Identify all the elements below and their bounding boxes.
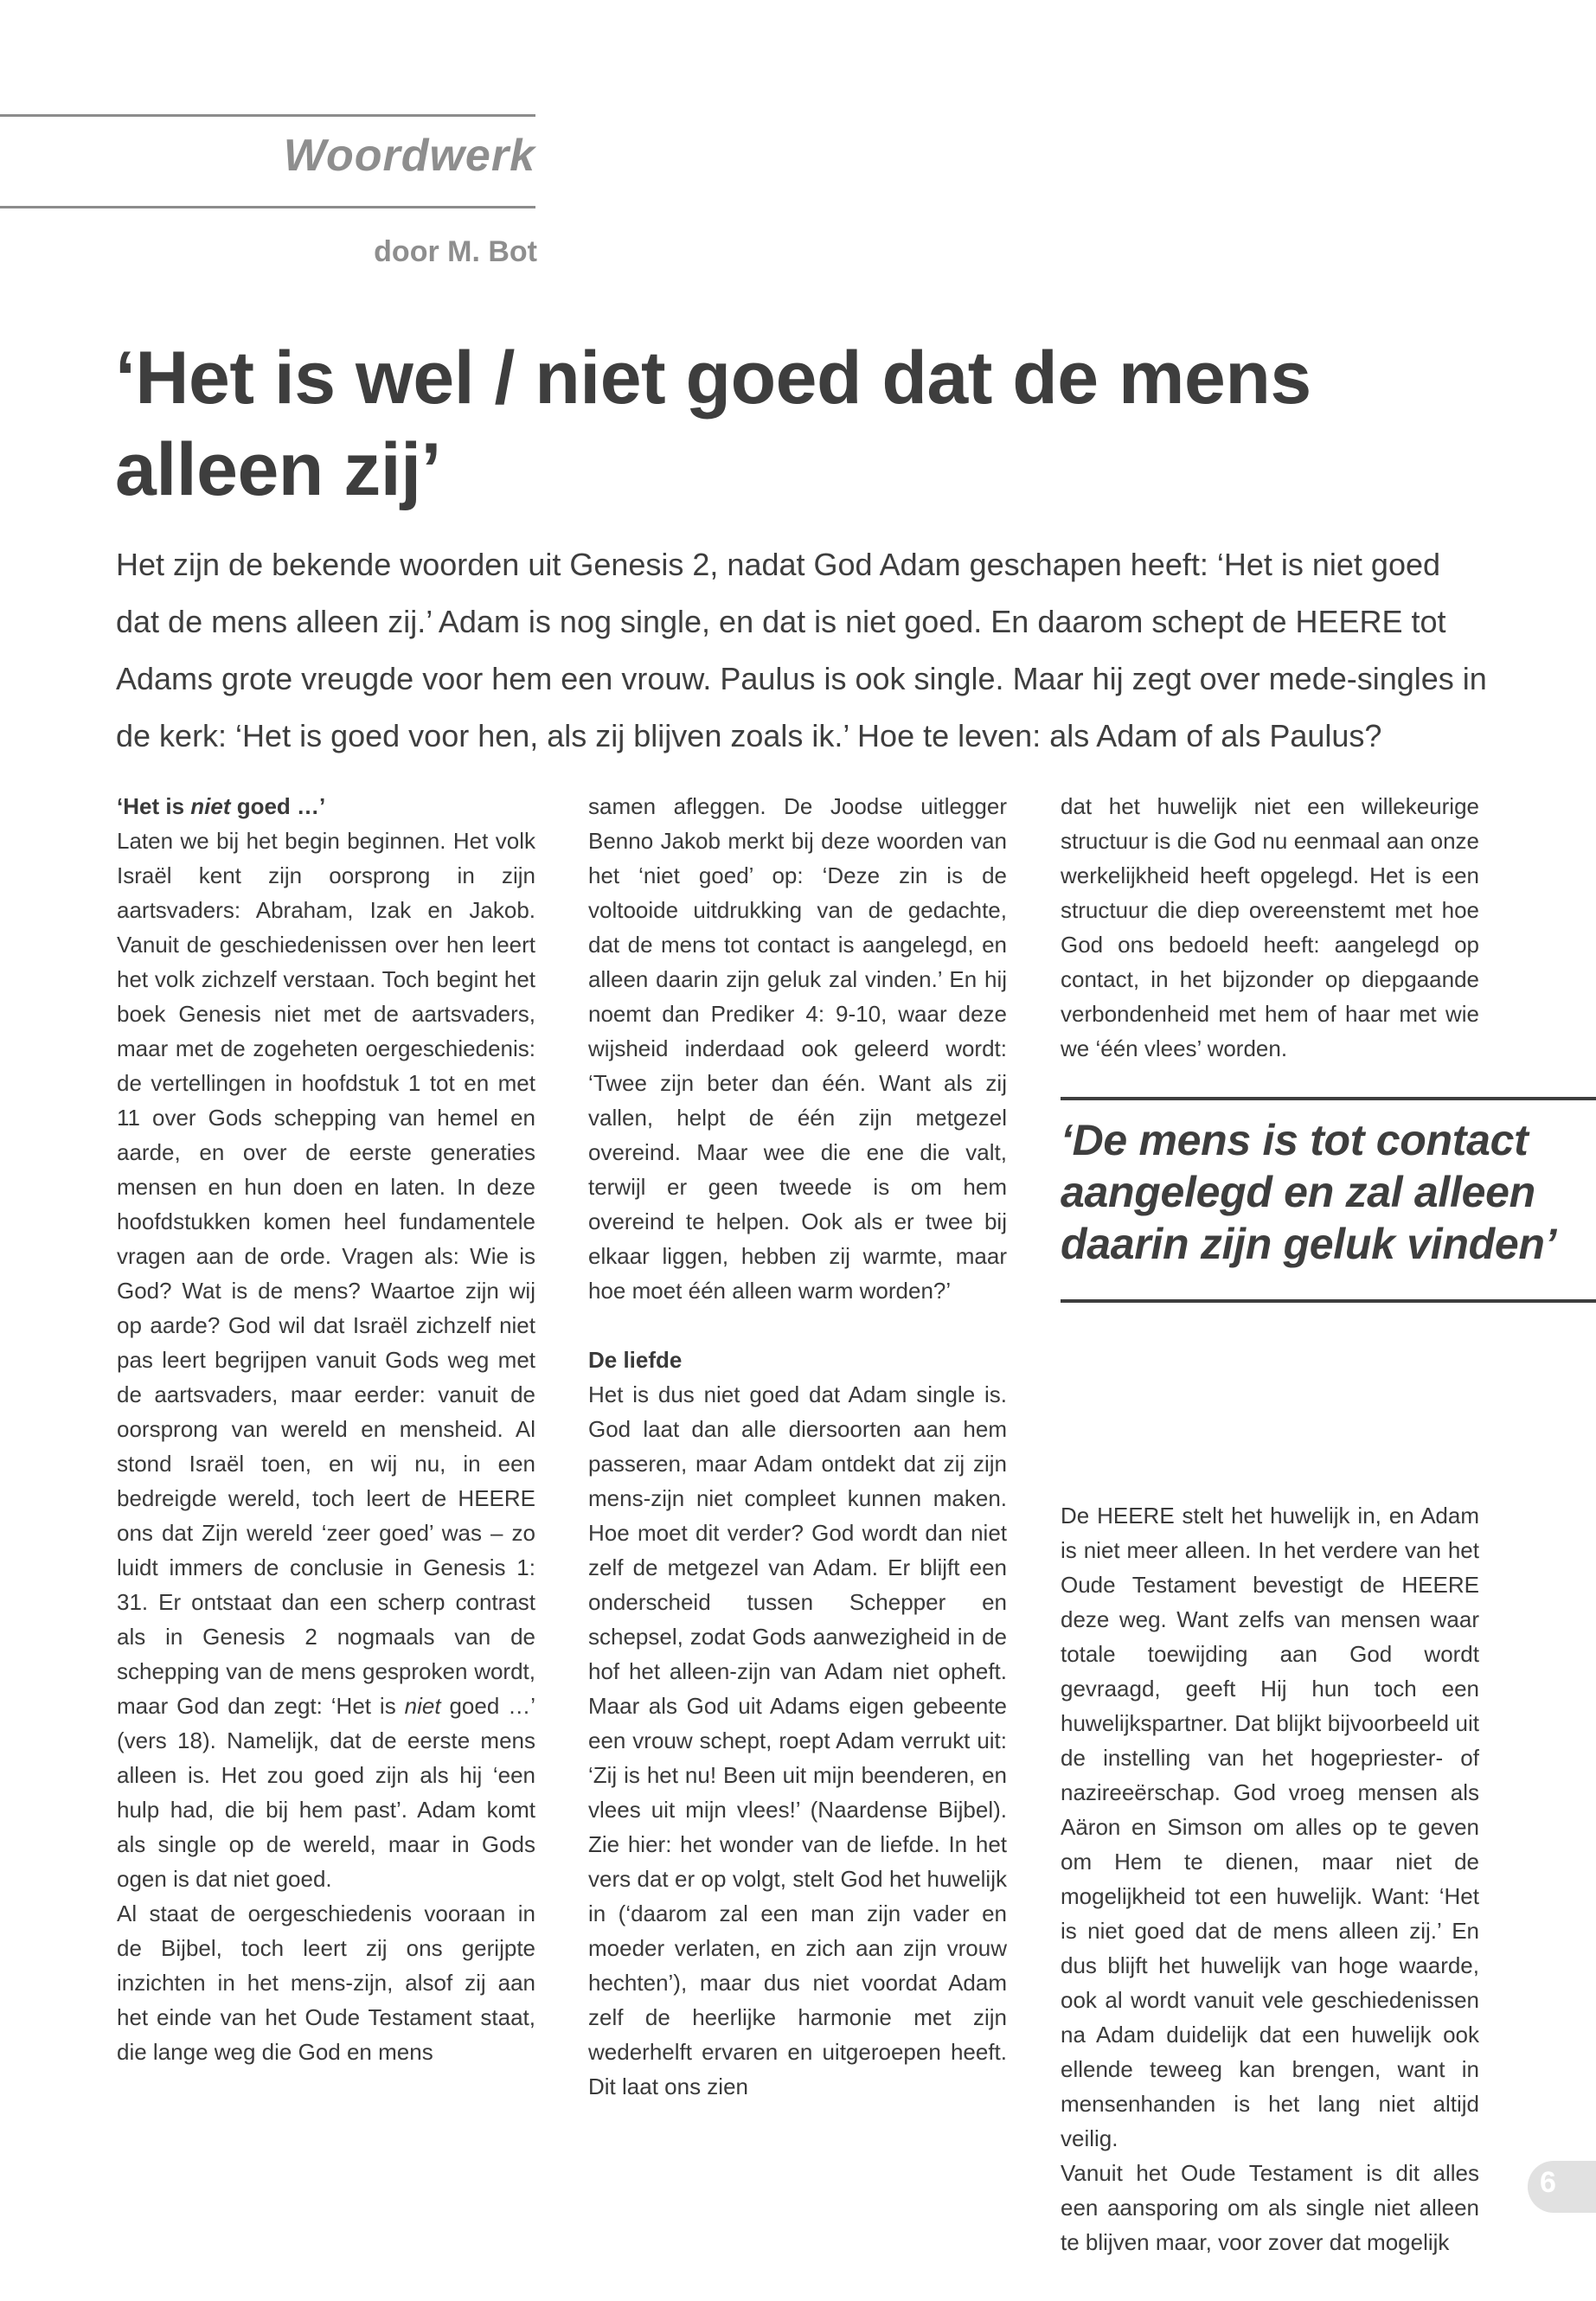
- article-column-3: [1061, 789, 1479, 2259]
- paragraph: Laten we bij het begin beginnen. Het volk Israël kent zijn oorsprong in zijn aartsvaders: Abraham, Izak en Jakob. Vanuit de geschiedenissen over hen leert het volk zichzelf verstaan. Toch begint het boek Genesis niet met de aartsvaders, maar met de zogeheten oergeschiedenis: de vertellingen in hoofdstuk 1 tot en met 11 over Gods schepping van hemel en aarde, en over de eerste generaties mensen en hun doen en laten. In deze hoofdstukken komen heel fundamentele vragen aan de orde. Vragen als: Wie is God? Wat is de mens? Waartoe zijn wij op aarde? God wil dat Israël zichzelf niet pas leert begrijpen vanuit Gods weg met de aartsvaders, maar eerder: vanuit de oorsprong van wereld en mensheid. Al stond Israël toen, en wij nu, in een bedreigde wereld, toch leert de HEERE ons dat Zijn wereld ‘zeer goed’ was – zo luidt immers de conclusie in Genesis 1: 31. Er ontstaat dan een scherp contrast als in Genesis 2 nogmaals van de schepping van de mens gesproken wordt, maar God dan zegt: ‘Het is niet goed …’ (vers 18). Namelijk, dat de eerste mens alleen is. Het zou goed zijn als hij ‘een hulp had, die bij hem past’. Adam komt als single op de wereld, maar in Gods ogen is dat niet goed.: [117, 828, 535, 1892]
- paragraph: Het is dus niet goed dat Adam single is. God laat dan alle diersoorten aan hem passeren, maar Adam ontdekt dat zij zijn mens-zijn niet compleet kunnen maken. Hoe moet dit verder? God wordt dan niet zelf de metgezel van Adam. Er blijft een onderscheid tussen Schepper en schepsel, zodat Gods aanwezigheid in de hof het alleen-zijn van Adam niet opheft. Maar als God uit Adams eigen gebeente een vrouw schept, roept Adam verrukt uit: ‘Zij is het nu! Been uit mijn beenderen, en vlees uit mijn vlees!’ (Naardense Bijbel). Zie hier: het wonder van de liefde. In het vers dat er op volgt, stelt God het huwelijk in (‘daarom zal een man zijn vader en moeder verlaten, en zich aan zijn vrouw hechten’), maar dus niet voordat Adam zelf de heerlijke harmonie met zijn wederhelft ervaren en uitgeroepen heeft. Dit laat ons zien: [588, 1381, 1007, 2099]
- page-number: 6: [1540, 2166, 1556, 2199]
- article-column-1: [117, 789, 535, 2069]
- subhead-het-is-niet-goed: ‘Het is niet goed …’: [117, 793, 326, 819]
- byline: door M. Bot: [374, 235, 537, 268]
- article-column-2: [588, 789, 1007, 2104]
- paragraph: Vanuit het Oude Testament is dit alles een aansporing om als single niet alleen te blijven maar, voor zover dat mogelijk: [1061, 2160, 1479, 2255]
- section-label: Woordwerk: [283, 131, 535, 181]
- pull-quote-rule-top: [1061, 1097, 1596, 1100]
- header-rule-top: [0, 114, 535, 117]
- article-title: ‘Het is wel / niet goed dat de mens alleen zij’: [115, 336, 1311, 511]
- header-rule-bottom: [0, 206, 535, 208]
- pull-quote: ‘De mens is tot contact aangelegd en zal alleen daarin zijn geluk vinden’: [1061, 1116, 1557, 1268]
- pull-quote-rule-bottom: [1061, 1299, 1596, 1303]
- subhead-de-liefde: De liefde: [588, 1347, 683, 1373]
- article-lead: Het zijn de bekende woorden uit Genesis 2, nadat God Adam geschapen heeft: ‘Het is niet goed dat de mens alleen zij.’ Adam is nog single, en dat is niet goed. En daarom schept de HEERE tot Adams grote vreugde voor hem een vrouw. Paulus is ook single. Maar hij zegt over mede-singles in de kerk: ‘Het is goed voor hen, als zij blijven zoals ik.’ Hoe te leven: als Adam of als Paulus?: [116, 547, 1487, 753]
- page-number-tab: [1528, 2161, 1596, 2213]
- paragraph: De HEERE stelt het huwelijk in, en Adam is niet meer alleen. In het verdere van het Oude Testament bevestigt de HEERE deze weg. Want zelfs van mensen waar totale toewijding aan God wordt gevraagd, geeft Hij hun toch een huwelijkspartner. Dat blijkt bijvoorbeeld uit de instelling van het hogepriester- of nazireeërschap. God vroeg mensen als Aäron en Simson om alles op te geven om Hem te dienen, maar niet de mogelijkheid tot een huwelijk. Want: ‘Het is niet goed dat de mens alleen zij.’ En dus blijft het huwelijk van hoge waarde, ook al wordt vanuit vele geschiedenissen na Adam duidelijk dat een huwelijk ook ellende teweeg kan brengen, want in mensenhanden is het lang niet altijd veilig.: [1061, 1503, 1479, 2151]
- paragraph: samen afleggen. De Joodse uitlegger Benno Jakob merkt bij deze woorden van het ‘niet goed’ op: ‘Deze zin is de voltooide uitdrukking van de gedachte, dat de mens tot contact is aangelegd, en alleen daarin zijn geluk zal vinden.’ En hij noemt dan Prediker 4: 9-10, waar deze wijsheid inderdaad ook geleerd wordt: ‘Twee zijn beter dan één. Want als zij vallen, helpt de één zijn metgezel overeind. Maar wee die ene die valt, terwijl er geen tweede is om hem overeind te helpen. Ook als er twee bij elkaar liggen, hebben zij warmte, maar hoe moet één alleen warm worden?’: [588, 793, 1007, 1304]
- paragraph: dat het huwelijk niet een willekeurige structuur is die God nu eenmaal aan onze werkelijkheid heeft opgelegd. Het is een structuur die diep overeenstemt met hoe God ons bedoeld heeft: aangelegd op contact, in het bijzonder op diepgaande verbondenheid met hem of haar met wie we ‘één vlees’ worden.: [1061, 793, 1479, 1061]
- paragraph: Al staat de oergeschiedenis vooraan in de Bijbel, toch leert zij ons gerijpte inzichten in het mens-zijn, alsof zij aan het einde van het Oude Testament staat, die lange weg die God en mens: [117, 1900, 535, 2065]
